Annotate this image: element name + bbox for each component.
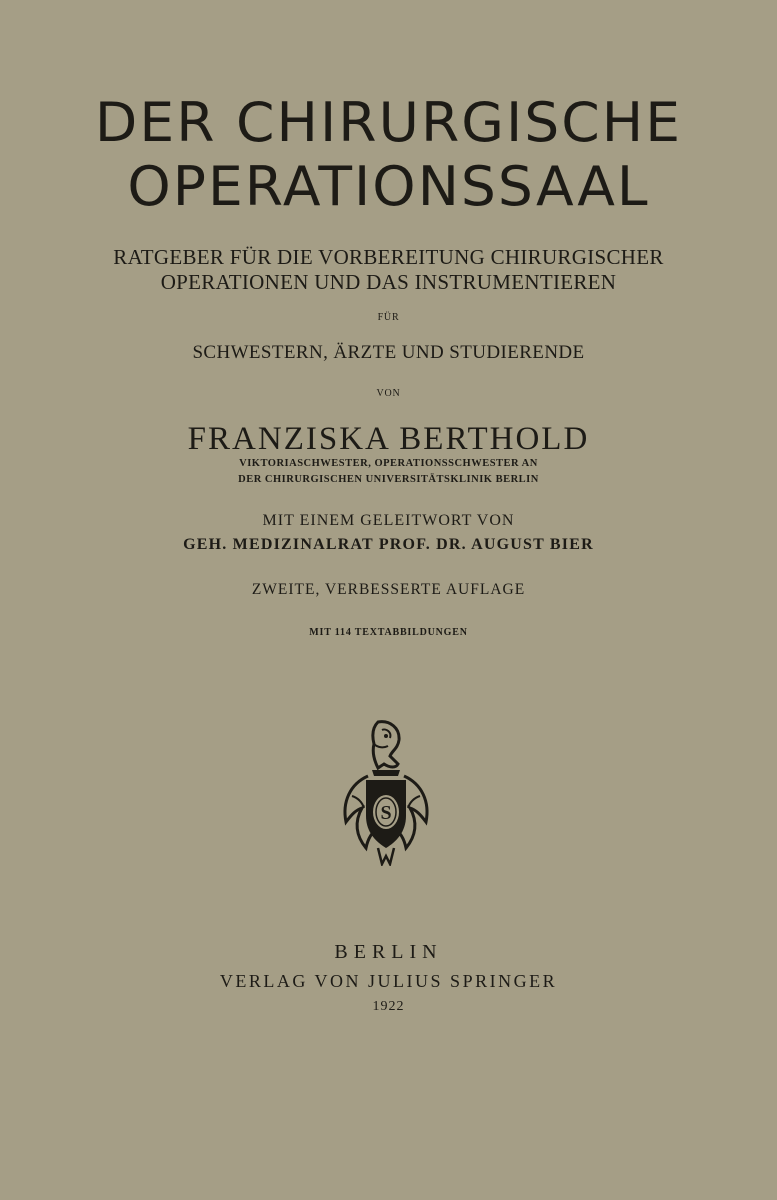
book-title-line-2: OPERATIONSSAAL (127, 155, 650, 218)
imprint-publisher: VERLAG VON JULIUS SPRINGER (219, 971, 558, 991)
imprint-city: BERLIN (334, 941, 443, 963)
for-word: FÜR (377, 312, 400, 323)
edition: ZWEITE, VERBESSERTE AUFLAGE (251, 581, 526, 598)
book-title-line-1: DER CHIRURGISCHE (94, 91, 683, 154)
subtitle-line-1: RATGEBER FÜR DIE VORBEREITUNG CHIRURGISCHER (113, 245, 664, 269)
subtitle-line-2: OPERATIONEN UND DAS INSTRUMENTIEREN (160, 270, 617, 294)
audience: SCHWESTERN, ÄRZTE UND STUDIERENDE (192, 342, 585, 363)
author-name: FRANZISKA BERTHOLD (187, 421, 590, 457)
illustrations-note: MIT 114 TEXTABBILDUNGEN (309, 627, 468, 638)
springer-knight-emblem-icon (338, 718, 434, 866)
foreword-line-2: GEH. MEDIZINALRAT PROF. DR. AUGUST BIER (183, 536, 594, 553)
foreword-line-1: MIT EINEM GELEITWORT VON (262, 512, 515, 529)
author-affiliation-line-1: VIKTORIASCHWESTER, OPERATIONSSCHWESTER AN (239, 458, 538, 469)
author-affiliation-line-2: DER CHIRURGISCHEN UNIVERSITÄTSKLINIK BERLIN (238, 474, 539, 485)
by-word: VON (376, 388, 401, 399)
emblem-letter: S (380, 802, 392, 824)
imprint-year: 1922 (372, 999, 405, 1014)
